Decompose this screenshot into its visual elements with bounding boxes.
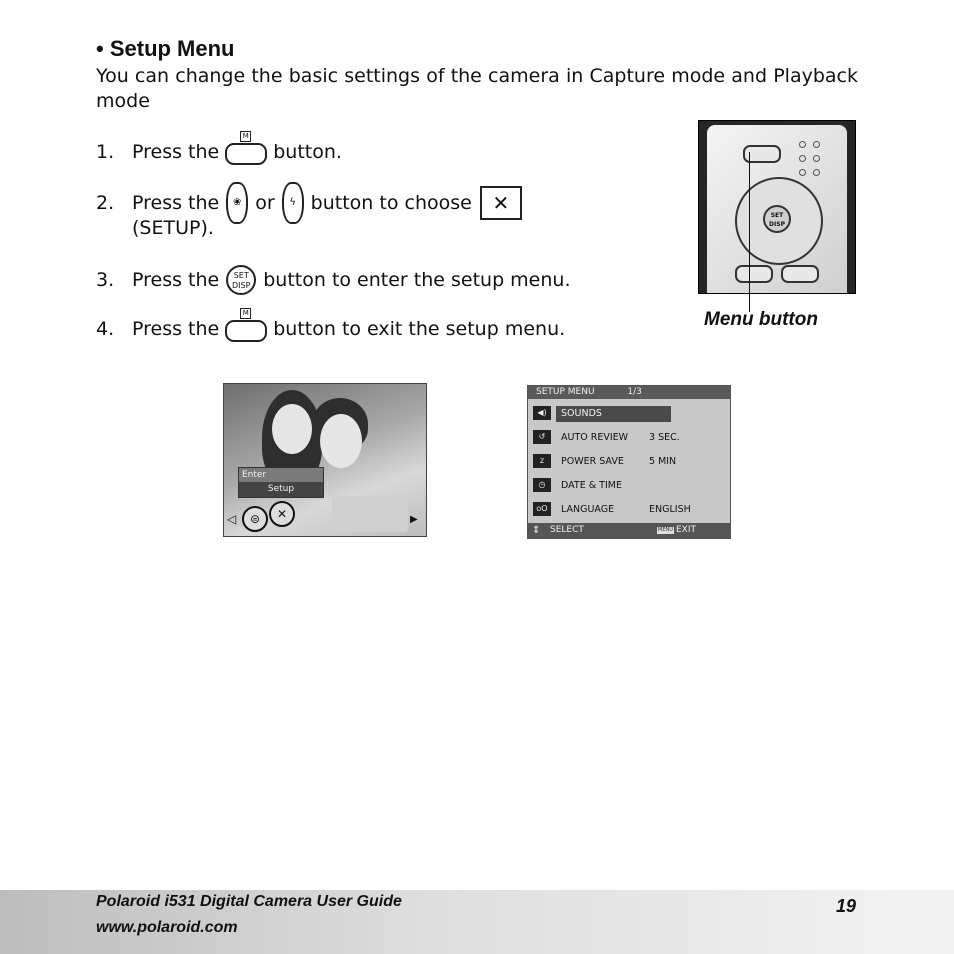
setup-tool-icon: ✕ [480, 186, 522, 220]
intro-paragraph: You can change the basic settings of the camera in Capture mode and Playback mode [96, 65, 858, 112]
step-number: 2. [96, 192, 115, 214]
speaker-icon: ◀) [533, 406, 551, 420]
step-text: button. [273, 141, 342, 163]
menu-row-power-save: z POWER SAVE 5 MIN [528, 454, 730, 470]
review-icon: ↺ [533, 430, 551, 444]
menu-button-icon: M [225, 320, 267, 342]
laptop [332, 496, 408, 532]
step-1 [96, 132, 342, 164]
set-disp-button-icon: SET DISP [226, 265, 256, 295]
menu-key-icon: MENU [658, 527, 673, 533]
setup-label: Setup [239, 482, 323, 497]
setup-tool-icon: ✕ [269, 501, 295, 527]
right-arrow-icon: ▶ [410, 514, 418, 525]
language-icon: oO [533, 502, 551, 516]
setup-menu-header [528, 386, 730, 399]
camera-delete-button [735, 265, 773, 283]
camera-body [707, 125, 847, 293]
step-4 [96, 309, 566, 341]
step-3 [96, 265, 571, 295]
menu-row-sounds: ◀) SOUNDS [528, 406, 730, 422]
step-text: (SETUP). [132, 217, 214, 239]
menu-button-icon: M [225, 143, 267, 165]
lcd-setup-menu-screen [527, 385, 731, 539]
lcd-capture-screen [223, 383, 427, 537]
title-bullet: • [96, 36, 104, 61]
enter-setup-tooltip [238, 467, 324, 498]
step-text: Press the [132, 269, 220, 291]
footer-url: www.polaroid.com [96, 919, 238, 936]
footer-guide-title: Polaroid i531 Digital Camera User Guide [96, 893, 402, 910]
menu-row-auto-review: ↺ AUTO REVIEW 3 SEC. [528, 430, 730, 446]
setup-menu-footer [528, 523, 730, 538]
step-text: Press the [132, 192, 220, 214]
clock-icon: ◷ [533, 478, 551, 492]
step-number: 4. [96, 318, 115, 340]
power-save-icon: z [533, 454, 551, 468]
setup-menu-page: 1/3 [627, 387, 642, 397]
girl-face [272, 404, 312, 454]
setup-menu-title: SETUP MENU [536, 387, 595, 397]
menu-button-label: Menu button [704, 309, 818, 330]
step-number: 1. [96, 141, 115, 163]
enter-label: Enter [239, 468, 323, 482]
step-2-continued [132, 216, 214, 240]
camera-back-photo [698, 120, 856, 294]
step-text: button to exit the setup menu. [273, 318, 566, 340]
camera-scene-button [781, 265, 819, 283]
select-label: SELECT [550, 525, 584, 535]
section-title [96, 36, 235, 62]
exit-label: EXIT [676, 525, 697, 535]
step-number: 3. [96, 269, 115, 291]
camera-set-button: SET DISP [763, 205, 791, 233]
left-macro-button-icon: ❀ [226, 182, 248, 224]
step-text: Press the [132, 141, 220, 163]
callout-line [749, 152, 750, 312]
left-arrow-icon: ◁ [227, 512, 237, 526]
step-text: button to enter the setup menu. [263, 269, 571, 291]
step-text: Press the [132, 318, 220, 340]
right-flash-button-icon: ϟ [282, 182, 304, 224]
menu-row-language: oO LANGUAGE ENGLISH [528, 502, 730, 518]
zoom-icon: ⊜ [242, 506, 268, 532]
step-text: or [255, 192, 275, 214]
step-text: button to choose [310, 192, 472, 214]
page-number: 19 [836, 896, 857, 916]
girl-face [320, 414, 362, 468]
title-text: Setup Menu [109, 36, 235, 61]
up-down-arrows-icon: ⇕ [532, 525, 541, 536]
menu-row-date-time: ◷ DATE & TIME [528, 478, 730, 494]
